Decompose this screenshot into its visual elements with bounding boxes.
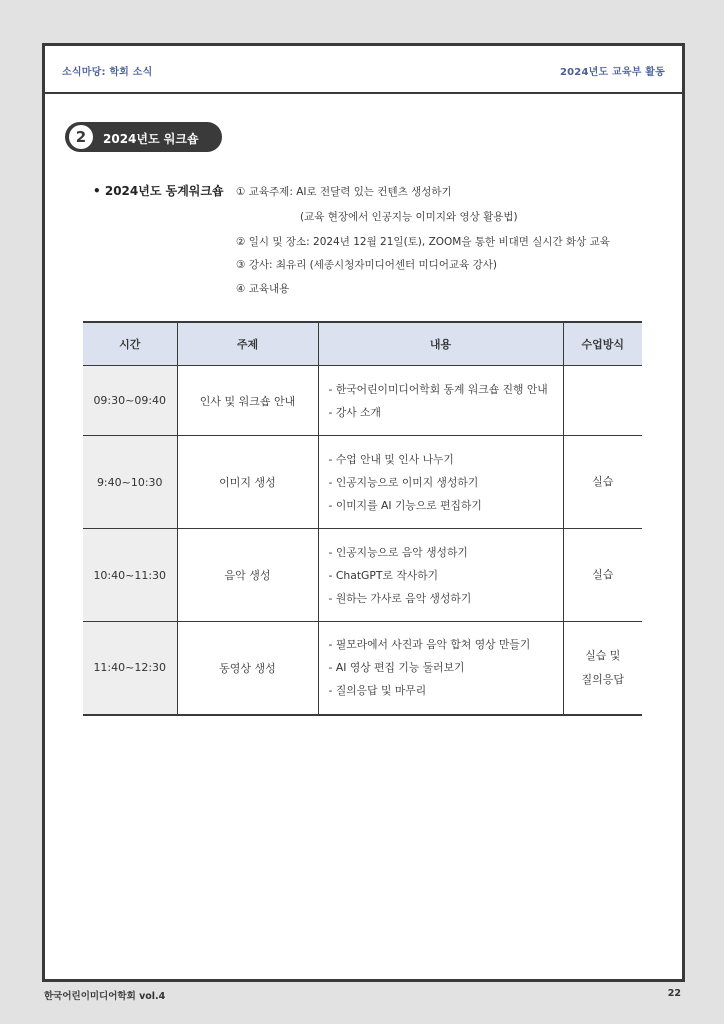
- workshop-bullet-label: • 2024년도 동계워크숍: [93, 184, 224, 198]
- info-line-topic-sub: (교육 현장에서 인공지능 이미지와 영상 활용법): [300, 211, 518, 223]
- method-cell: [563, 366, 642, 436]
- section-heading: [65, 122, 222, 152]
- topic-cell: 동영상 생성: [177, 622, 318, 715]
- page-frame: [42, 43, 685, 982]
- content-line: - 원하는 가사로 음악 생성하기: [328, 591, 472, 605]
- info-line-instructor: ③ 강사: 최유리 (세종시청자미디어센터 미디어교육 강사): [236, 259, 497, 271]
- info-line-date-place: ② 일시 및 장소: 2024년 12월 21일(토), ZOOM을 통한 비대면 실시간 화상 교육: [236, 236, 610, 248]
- topic-cell: 인사 및 워크숍 안내: [177, 366, 318, 436]
- content-line: - 수업 안내 및 인사 나누기: [328, 452, 454, 466]
- content-cell: [318, 529, 563, 622]
- table-header-row: [83, 322, 642, 366]
- time-cell: 10:40~11:30: [83, 529, 177, 622]
- time-cell: 9:40~10:30: [83, 436, 177, 529]
- column-header-content: 내용: [318, 322, 563, 366]
- header-topic-label: 2024년도 교육부 활동: [559, 67, 665, 78]
- column-header-method: 수업방식: [563, 322, 642, 366]
- content-cell: [318, 622, 563, 715]
- table-row: [83, 366, 642, 436]
- content-cell: [318, 366, 563, 436]
- table-row: [83, 436, 642, 529]
- content-line: - 이미지를 AI 기능으로 편집하기: [328, 498, 482, 512]
- info-line-content: ④ 교육내용: [236, 283, 290, 295]
- content-line: - 강사 소개: [328, 405, 381, 419]
- content-line: - 한국어린이미디어학회 동계 워크숍 진행 안내: [328, 382, 548, 396]
- content-cell: [318, 436, 563, 529]
- info-line-topic: ① 교육주제: AI로 전달력 있는 컨텐츠 생성하기: [236, 186, 452, 198]
- topic-cell: 음악 생성: [177, 529, 318, 622]
- header-section-label: 소식마당: 학회 소식: [62, 67, 153, 78]
- content-line: - AI 영상 편집 기능 둘러보기: [328, 661, 465, 675]
- column-header-topic: 주제: [177, 322, 318, 366]
- content-line: - 필모라에서 사진과 음악 합쳐 영상 만들기: [328, 638, 531, 652]
- table-row: [83, 529, 642, 622]
- workshop-schedule-table: [83, 321, 642, 716]
- method-cell: [563, 622, 642, 715]
- content-line: - ChatGPT로 작사하기: [328, 568, 439, 582]
- footer-journal-label: 한국어린이미디어학회 vol.4: [44, 991, 166, 1002]
- section-number-badge: 2: [69, 125, 93, 149]
- topic-cell: 이미지 생성: [177, 436, 318, 529]
- method-line: 질의응답: [581, 672, 624, 686]
- method-cell: [563, 436, 642, 529]
- footer-page-number: 22: [667, 988, 681, 999]
- table-row: [83, 622, 642, 715]
- time-cell: 09:30~09:40: [83, 366, 177, 436]
- method-line: 실습 및: [585, 648, 621, 662]
- content-line: - 인공지능으로 이미지 생성하기: [328, 475, 479, 489]
- section-title: 2024년도 워크숍: [103, 132, 199, 146]
- content-line: - 인공지능으로 음악 생성하기: [328, 545, 468, 559]
- page-header: [45, 46, 682, 94]
- method-line: 실습: [592, 475, 614, 488]
- method-line: 실습: [592, 568, 614, 581]
- time-cell: 11:40~12:30: [83, 622, 177, 715]
- content-line: - 질의응답 및 마무리: [328, 684, 427, 698]
- column-header-time: 시간: [83, 322, 177, 366]
- method-cell: [563, 529, 642, 622]
